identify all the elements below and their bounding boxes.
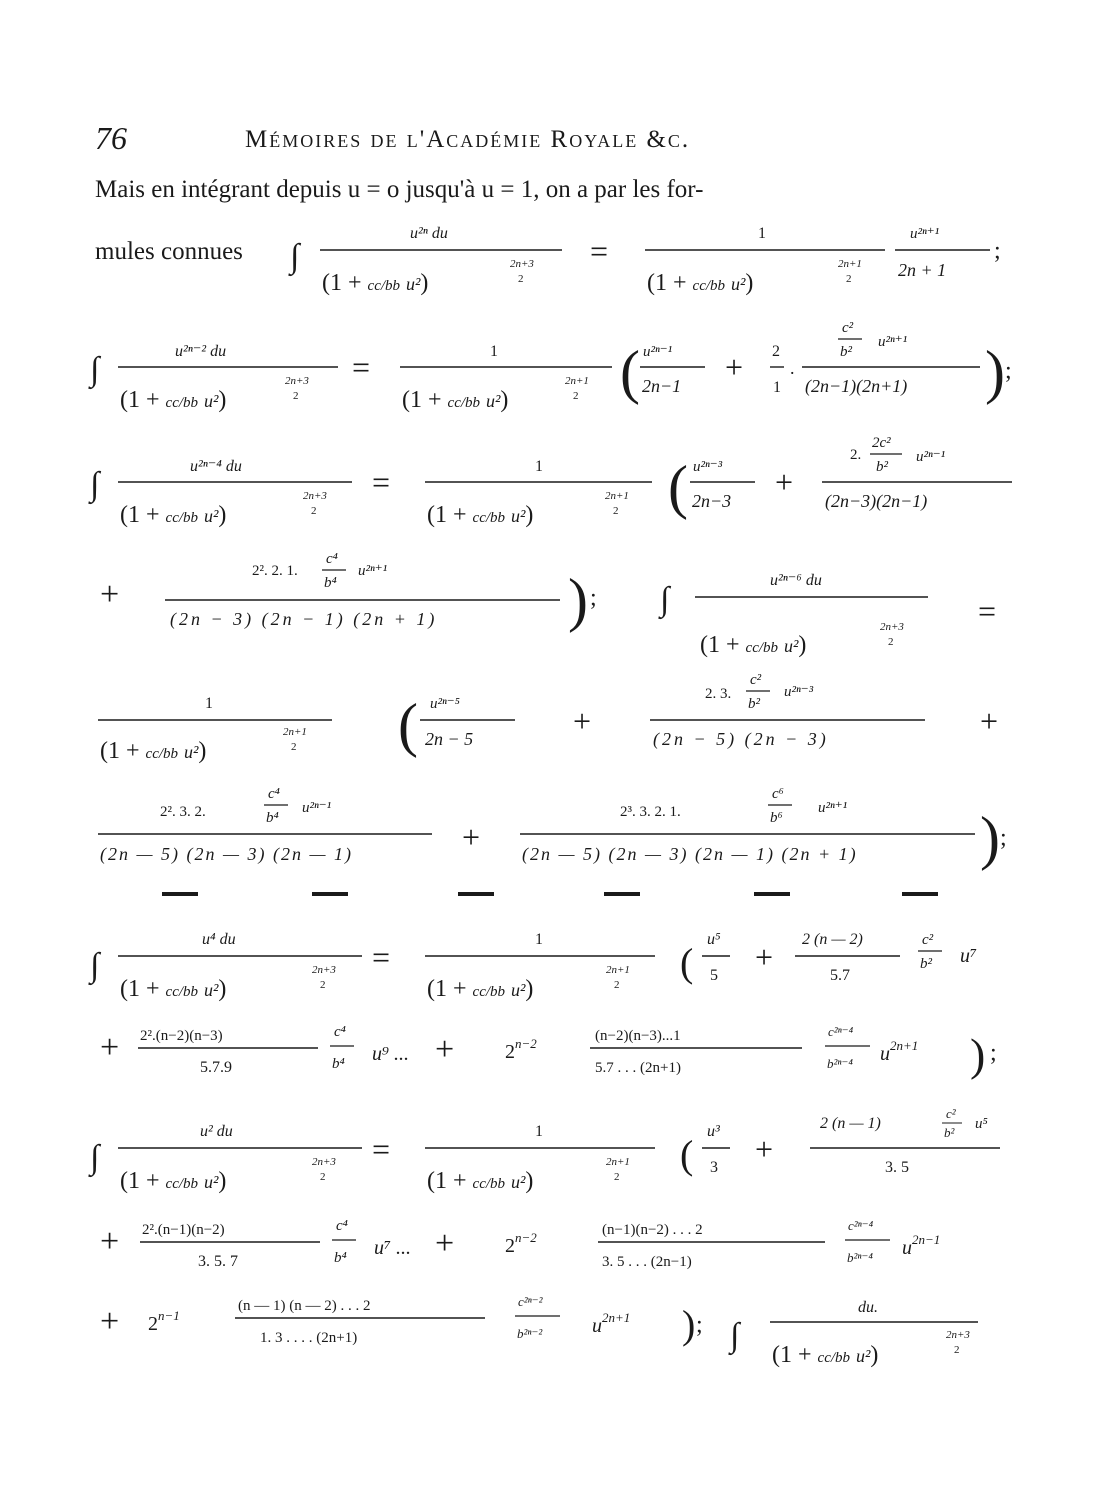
svg-text:3. 5 . . . (2n−1): 3. 5 . . . (2n−1) [602,1254,692,1270]
formula-3 [90,425,1020,633]
svg-text:2n−2: $2^{n-2}$ [505,1036,537,1063]
svg-text:+: + [980,703,999,739]
svg-text:b²ⁿ⁻⁴: b²ⁿ⁻⁴ [827,1056,853,1071]
svg-text:c²: c² [922,932,934,948]
svg-text:c⁴: c⁴ [336,1218,348,1234]
svg-text:+: + [755,1131,774,1167]
formula-2 [90,310,1020,420]
svg-text:u²ⁿ⁻² du: u²ⁿ⁻² du [175,343,227,360]
svg-text:2: 2 [772,343,780,360]
svg-text:(n−2)(n−3)...1: (n−2)(n−3)...1 [595,1028,681,1044]
svg-text:2: 2 [518,273,524,285]
svg-text:u²ⁿ⁻⁵: u²ⁿ⁻⁵ [430,696,460,712]
svg-text:b⁴: b⁴ [334,1250,347,1266]
svg-text:2n+1: 2n+1 [838,258,862,270]
svg-text:2: 2 [291,741,297,753]
svg-text:2n+1: 2n+1 [606,1156,630,1168]
svg-text:u⁴ du: u⁴ du [202,931,236,948]
svg-text:(: ( [668,454,688,520]
svg-text:2: 2 [573,390,579,402]
svg-text:b²: b² [876,459,888,475]
svg-text:(2n − 3) (2n − 1) (2n + 1): (2n − 3) (2n − 1) (2n + 1) [170,609,438,629]
svg-text:2n−3: 2n−3 [692,491,732,511]
svg-text:c²: c² [946,1106,956,1121]
svg-text:2². 2. 1.: 2². 2. 1. [252,563,298,579]
svg-text:∫: ∫ [730,1317,740,1354]
svg-text:c²: c² [750,672,762,688]
svg-text:2³. 3. 2. 1.: 2³. 3. 2. 1. [620,804,681,820]
svg-text:u2n+1: $u^{2n+1}$ [880,1038,919,1065]
svg-text:(1 + cc/bb u²): (1 + cc/bb u²) [100,738,207,764]
svg-text:∫: ∫ [90,466,100,503]
svg-text:2n+3: 2n+3 [510,258,534,270]
svg-text:1: 1 [490,343,498,360]
svg-text:c⁶: c⁶ [772,786,784,802]
svg-text:1: 1 [205,695,213,712]
svg-text:c⁴: c⁴ [326,551,338,567]
svg-text:+: + [462,819,481,855]
svg-text:(: ( [620,339,640,405]
page-header [95,120,1015,160]
svg-text:2n+1: 2n+1 [283,726,307,738]
svg-text:u² du: u² du [200,1123,233,1140]
separator-dash [902,892,938,896]
svg-text:(1 + cc/bb u²): (1 + cc/bb u²) [120,1168,227,1194]
svg-text:2.: 2. [850,447,862,463]
svg-text:(2n — 5) (2n — 3) (2n — 1) (2n: (2n — 5) (2n — 3) (2n — 1) (2n + 1) [522,844,858,864]
svg-text:u⁵: u⁵ [975,1116,988,1132]
svg-text:u²ⁿ du: u²ⁿ du [410,225,448,242]
svg-text:u⁵: u⁵ [707,931,721,948]
formula-7 [730,1296,1020,1386]
svg-text:2: 2 [320,979,326,991]
svg-text:b²: b² [748,696,760,712]
formula-1 [290,212,1030,307]
svg-text:5.7 . . . (2n+1): 5.7 . . . (2n+1) [595,1060,681,1076]
svg-text:+: + [725,349,744,385]
svg-text:(1 + cc/bb u²): (1 + cc/bb u²) [427,976,534,1002]
svg-text:b²: b² [944,1125,955,1140]
formula-4 [90,593,1020,875]
svg-text:2n+1: 2n+1 [606,964,630,976]
svg-text:2: 2 [311,505,317,517]
svg-text:b⁴: b⁴ [332,1056,345,1072]
svg-text:b²ⁿ⁻⁴: b²ⁿ⁻⁴ [847,1250,873,1265]
svg-text:(2n−1)(2n+1): (2n−1)(2n+1) [805,376,908,396]
svg-text:2n+3: 2n+3 [285,375,309,387]
svg-text:3: 3 [710,1159,718,1176]
svg-text:3. 5. 7: 3. 5. 7 [198,1253,238,1270]
svg-text:b⁴: b⁴ [266,810,279,826]
svg-text:(n — 1) (n — 2) . . . 2: (n — 1) (n — 2) . . . 2 [238,1298,371,1314]
svg-text:;: ; [994,238,1001,264]
svg-text:2n+3: 2n+3 [880,621,904,633]
svg-text:∫: ∫ [90,947,100,984]
svg-text:2: 2 [614,979,620,991]
svg-text:2n+1: 2n+1 [565,375,589,387]
svg-text:(1 + cc/bb u²): (1 + cc/bb u²) [427,1168,534,1194]
svg-text:2: 2 [888,636,894,648]
svg-text:=: = [590,233,609,269]
svg-text:u²ⁿ⁻⁴ du: u²ⁿ⁻⁴ du [190,458,242,475]
svg-text:(1 + cc/bb u²): (1 + cc/bb u²) [647,270,754,296]
svg-text:1: 1 [773,379,781,396]
svg-text:u²ⁿ⁺¹: u²ⁿ⁺¹ [818,800,848,816]
svg-text:u²ⁿ⁻¹: u²ⁿ⁻¹ [643,344,673,360]
svg-text:2n+3: 2n+3 [946,1329,970,1341]
svg-text:u²ⁿ⁻³: u²ⁿ⁻³ [693,459,723,475]
svg-text:u²ⁿ⁻¹: u²ⁿ⁻¹ [302,800,332,816]
svg-text:(: ( [680,1132,694,1177]
text-line-2-prefix: mules connues [95,238,243,265]
svg-text:2c²: 2c² [872,435,891,451]
svg-text:u³: u³ [707,1123,720,1140]
separator-dash [162,892,198,896]
svg-text:c⁴: c⁴ [334,1024,346,1040]
svg-text:u²ⁿ⁻¹: u²ⁿ⁻¹ [916,449,946,465]
svg-text:u²ⁿ⁺¹: u²ⁿ⁺¹ [910,226,940,242]
text-line-1: Mais en intégrant depuis u = o jusqu'à u = 1, on a par les for- [95,176,704,203]
svg-text:u⁷: u⁷ [960,945,977,967]
svg-text:u²ⁿ⁺¹: u²ⁿ⁺¹ [878,334,908,350]
separator-dash [312,892,348,896]
svg-text:b⁴: b⁴ [324,575,337,591]
svg-text:2².(n−1)(n−2): 2².(n−1)(n−2) [142,1222,225,1238]
svg-text:∫: ∫ [90,1139,100,1176]
svg-text:): ) [980,805,1000,871]
svg-text:+: + [775,464,794,500]
svg-text:(1 + cc/bb u²): (1 + cc/bb u²) [402,387,509,413]
svg-text:=: = [372,464,391,500]
svg-text:;: ; [990,1040,997,1066]
svg-text:5.7: 5.7 [830,967,850,984]
svg-text:+: + [755,939,774,975]
svg-text:b²ⁿ⁻²: b²ⁿ⁻² [517,1326,543,1341]
svg-text:∫: ∫ [90,351,100,388]
svg-text:2 (n — 2): 2 (n — 2) [802,931,863,948]
svg-text:;: ; [1005,358,1012,384]
svg-text:+: + [435,1225,455,1262]
separator-dash [754,892,790,896]
svg-text:c²ⁿ⁻²: c²ⁿ⁻² [518,1294,543,1309]
formula-5 [90,918,1020,1093]
svg-text:;: ; [590,585,597,611]
svg-text:5.7.9: 5.7.9 [200,1059,232,1076]
svg-text:): ) [682,1302,696,1347]
svg-text:c²ⁿ⁻⁴: c²ⁿ⁻⁴ [848,1218,874,1233]
svg-text:2: 2 [293,390,299,402]
svg-text:.: . [790,358,795,378]
svg-text:∫: ∫ [660,581,670,618]
svg-text:∫: ∫ [290,238,300,275]
svg-text:(1 + cc/bb u²): (1 + cc/bb u²) [772,1342,879,1368]
svg-text:2. 3.: 2. 3. [705,686,732,702]
svg-text:1. 3 . . . . (2n+1): 1. 3 . . . . (2n+1) [260,1330,358,1346]
svg-text:): ) [568,567,588,633]
svg-text:u2n+1: $u^{2n+1}$ [592,1310,631,1337]
svg-text:u⁷ ...: u⁷ ... [374,1237,411,1259]
svg-text:+: + [573,703,592,739]
svg-text:2n+3: 2n+3 [303,490,327,502]
svg-text:du.: du. [858,1299,878,1316]
svg-text:2: 2 [954,1344,960,1356]
svg-text:b²: b² [840,344,852,360]
svg-text:+: + [100,1303,120,1340]
svg-text:(: ( [398,692,418,758]
running-head: Mémoires de l'Académie Royale &c. [245,126,691,153]
svg-text:u²ⁿ⁻⁶ du: u²ⁿ⁻⁶ du [770,572,822,589]
svg-text:+: + [100,1029,120,1066]
svg-text:+: + [100,1223,120,1260]
svg-text:2: 2 [613,505,619,517]
svg-text:u2n−1: $u^{2n-1}$ [902,1232,941,1259]
svg-text:c²ⁿ⁻⁴: c²ⁿ⁻⁴ [828,1024,854,1039]
svg-text:2n+1: 2n+1 [605,490,629,502]
svg-text:1: 1 [535,458,543,475]
svg-text:2n−1: 2n−1 [642,376,682,396]
svg-text:(2n−3)(2n−1): (2n−3)(2n−1) [825,491,928,511]
svg-text:(2n − 5) (2n − 3): (2n − 5) (2n − 3) [653,729,829,749]
svg-text:u⁹ ...: u⁹ ... [372,1043,409,1065]
svg-text:2: 2 [614,1171,620,1183]
svg-text:(1 + cc/bb u²): (1 + cc/bb u²) [322,270,429,296]
svg-text:+: + [100,576,120,613]
svg-text:): ) [970,1029,986,1080]
svg-text:2².(n−2)(n−3): 2².(n−2)(n−3) [140,1028,223,1044]
svg-text:c²: c² [842,320,854,336]
svg-text:;: ; [1000,825,1007,851]
svg-text:1: 1 [535,931,543,948]
svg-text:2². 3. 2.: 2². 3. 2. [160,804,206,820]
svg-text:c⁴: c⁴ [268,786,280,802]
svg-text:=: = [372,1131,391,1167]
svg-text:3. 5: 3. 5 [885,1159,909,1176]
svg-text:=: = [352,349,371,385]
svg-text:2: 2 [846,273,852,285]
page-number: 76 [95,120,127,156]
svg-text:1: 1 [758,225,766,242]
svg-text:b²: b² [920,956,932,972]
svg-text:2n+3: 2n+3 [312,964,336,976]
svg-text:2: 2 [320,1171,326,1183]
svg-text:2n−1: $2^{n-1}$ [148,1308,180,1335]
svg-text:(1 + cc/bb u²): (1 + cc/bb u²) [120,387,227,413]
svg-text:1: 1 [535,1123,543,1140]
svg-text:5: 5 [710,967,718,984]
svg-text:): ) [985,339,1005,405]
separator-dash [604,892,640,896]
svg-text:2 (n — 1): 2 (n — 1) [820,1115,881,1132]
svg-text:(n−1)(n−2) . . . 2: (n−1)(n−2) . . . 2 [602,1222,703,1238]
svg-text:(1 + cc/bb u²): (1 + cc/bb u²) [427,502,534,528]
svg-text:2n + 1: 2n + 1 [898,260,947,280]
svg-text:=: = [372,939,391,975]
svg-text:(1 + cc/bb u²): (1 + cc/bb u²) [700,632,807,658]
svg-text:(1 + cc/bb u²): (1 + cc/bb u²) [120,502,227,528]
svg-text:(2n — 5) (2n — 3) (2n — 1): (2n — 5) (2n — 3) (2n — 1) [100,844,353,864]
svg-text:2n−2: $2^{n-2}$ [505,1230,537,1257]
svg-text:b⁶: b⁶ [770,810,783,826]
separator-dash [458,892,494,896]
svg-text:+: + [435,1031,455,1068]
svg-text:u²ⁿ⁺¹: u²ⁿ⁺¹ [358,563,388,579]
svg-text:;: ; [696,1312,703,1338]
svg-text:2n − 5: 2n − 5 [425,729,474,749]
svg-text:u²ⁿ⁻³: u²ⁿ⁻³ [784,684,814,700]
svg-text:(: ( [680,940,694,985]
svg-text:(1 + cc/bb u²): (1 + cc/bb u²) [120,976,227,1002]
svg-text:=: = [978,593,997,629]
svg-text:2n+3: 2n+3 [312,1156,336,1168]
